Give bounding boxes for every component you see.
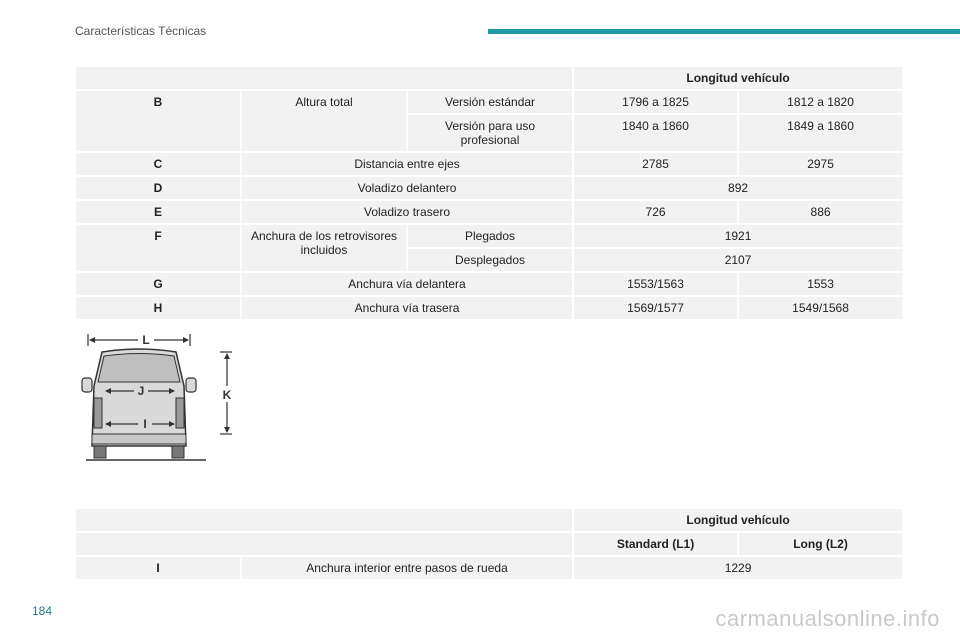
value-cell: 886 [738, 200, 903, 224]
van-rear-dimensions-diagram [72, 328, 242, 470]
table-row [75, 296, 903, 320]
row-code: H [75, 296, 241, 320]
header-accent-bar [488, 29, 960, 34]
value-cell: 1812 a 1820 [738, 90, 903, 114]
row-subtype: Desplegados [407, 248, 573, 272]
value-cell: 1229 [573, 556, 903, 580]
row-name: Anchura de los retrovisores incluidos [241, 224, 407, 272]
table-header-row [75, 508, 903, 532]
value-cell: 1549/1568 [738, 296, 903, 320]
row-code: I [75, 556, 241, 580]
section-title: Características Técnicas [75, 24, 207, 38]
value-cell: 1840 a 1860 [573, 114, 738, 152]
row-name: Voladizo trasero [241, 200, 573, 224]
row-subtype: Versión estándar [407, 90, 573, 114]
page-number: 184 [32, 604, 53, 618]
value-cell: 1921 [573, 224, 903, 248]
value-cell: 1553/1563 [573, 272, 738, 296]
value-cell: 2975 [738, 152, 903, 176]
vehicle-length-header: Longitud vehículo [573, 508, 903, 532]
table-row [75, 152, 903, 176]
table-row [75, 90, 903, 114]
dimension-label-l: L [142, 333, 150, 347]
row-name: Voladizo delantero [241, 176, 573, 200]
dimension-label-i: I [143, 417, 147, 431]
header-empty-cell [75, 66, 573, 90]
table-header-row [75, 532, 903, 556]
value-cell: 1553 [738, 272, 903, 296]
row-name: Distancia entre ejes [241, 152, 573, 176]
row-name: Anchura vía delantera [241, 272, 573, 296]
row-code: G [75, 272, 241, 296]
dimension-label-k: K [222, 388, 232, 402]
dimension-label-j: J [137, 384, 145, 398]
column-header-long: Long (L2) [738, 532, 903, 556]
header-empty-cell [75, 532, 573, 556]
value-cell: 2785 [573, 152, 738, 176]
row-subtype: Plegados [407, 224, 573, 248]
table-row [75, 272, 903, 296]
value-cell: 2107 [573, 248, 903, 272]
row-code: F [75, 224, 241, 272]
header-empty-cell [75, 508, 573, 532]
table-row [75, 200, 903, 224]
table-row [75, 176, 903, 200]
column-header-standard: Standard (L1) [573, 532, 738, 556]
table-header-row [75, 66, 903, 90]
value-cell: 1796 a 1825 [573, 90, 738, 114]
row-code: E [75, 200, 241, 224]
interior-dimensions-table [74, 507, 904, 581]
value-cell: 1569/1577 [573, 296, 738, 320]
dimensions-table [74, 65, 904, 321]
value-cell: 892 [573, 176, 903, 200]
watermark: carmanualsonline.info [715, 606, 940, 631]
row-name: Altura total [241, 90, 407, 152]
row-name: Anchura vía trasera [241, 296, 573, 320]
table-row [75, 556, 903, 580]
row-name: Anchura interior entre pasos de rueda [241, 556, 573, 580]
row-subtype: Versión para uso profesional [407, 114, 573, 152]
value-cell: 726 [573, 200, 738, 224]
vehicle-length-header: Longitud vehículo [573, 66, 903, 90]
row-code: C [75, 152, 241, 176]
value-cell: 1849 a 1860 [738, 114, 903, 152]
table-row [75, 224, 903, 248]
row-code: D [75, 176, 241, 200]
row-code: B [75, 90, 241, 152]
